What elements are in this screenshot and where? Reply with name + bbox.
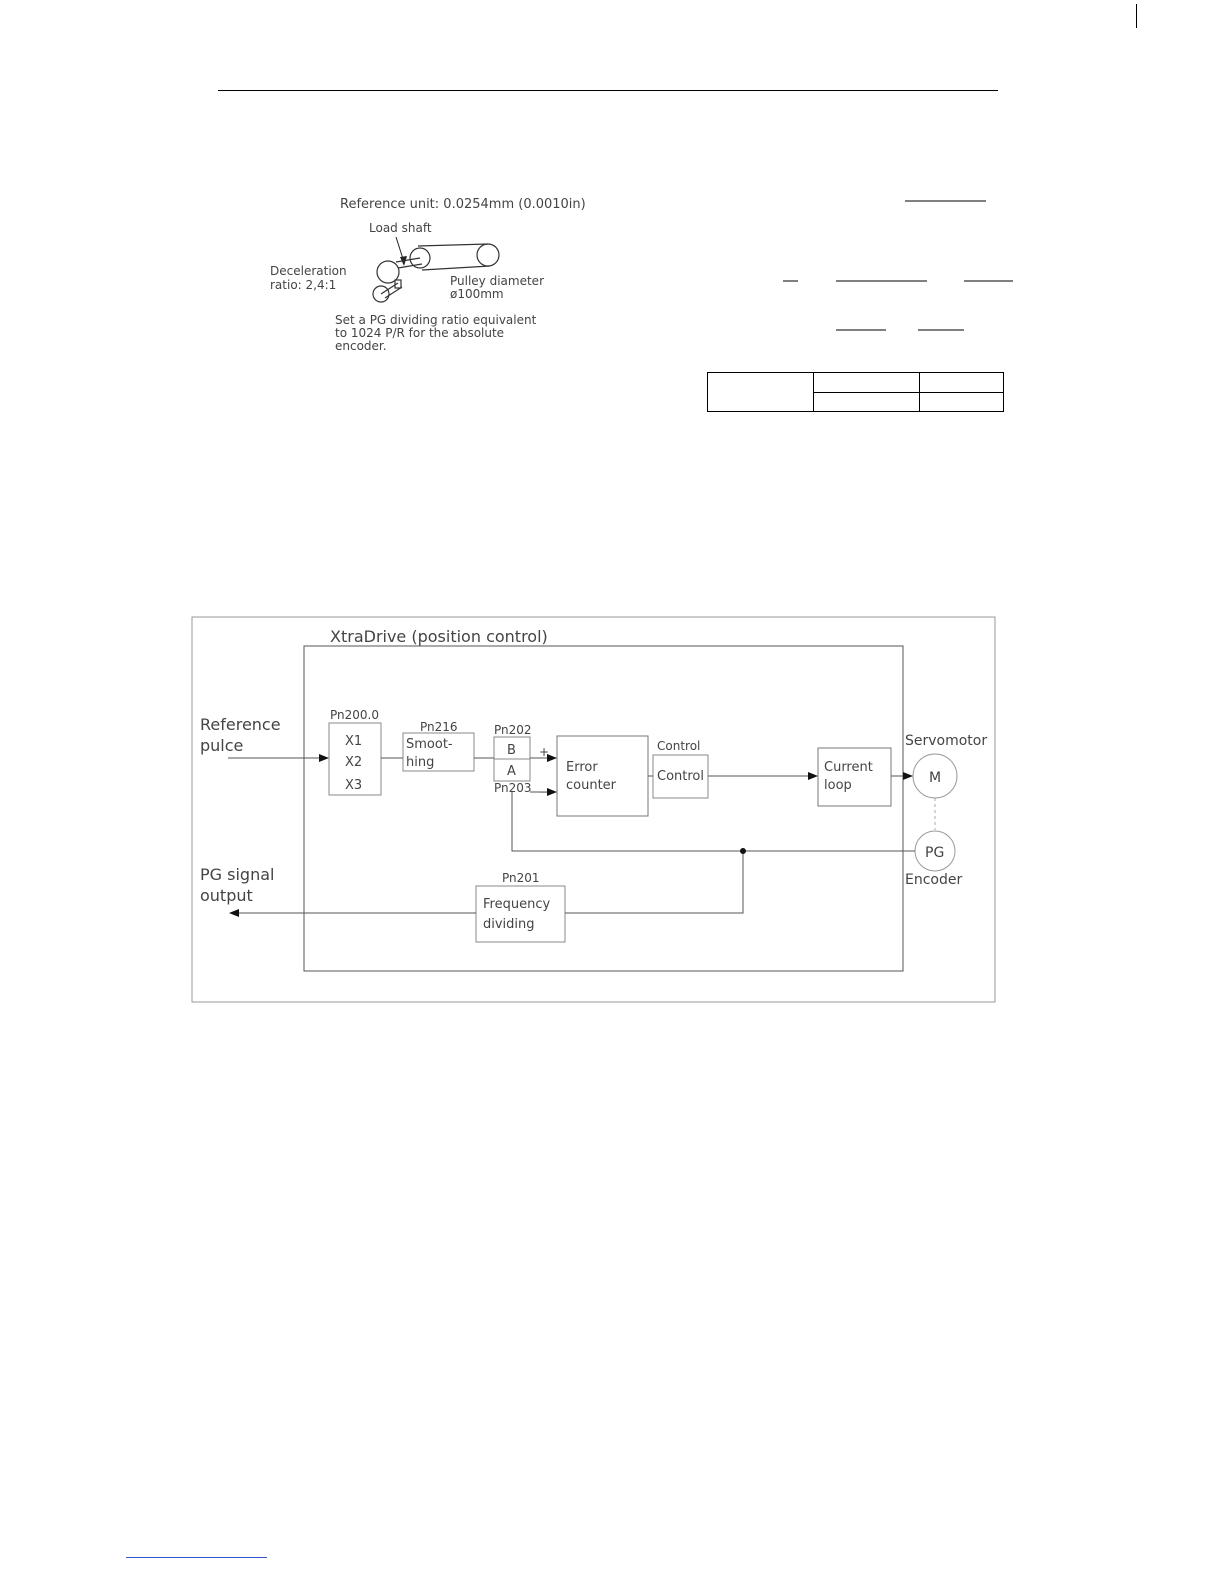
servomotor-label: Servomotor (905, 733, 988, 749)
servomotor-circle (913, 754, 957, 798)
reference-unit-text: Reference unit: 0.0254mm (0.0010in) (340, 197, 586, 212)
control-block (653, 755, 708, 798)
deceleration-label: Deceleration (270, 264, 347, 278)
pg-signal-output-label: PG signal (200, 865, 275, 884)
smoothing-block (403, 733, 474, 771)
x1-label: X1 (345, 734, 363, 749)
diagram-outer-frame (192, 617, 995, 1002)
error-counter-label: Error (566, 760, 598, 775)
pg-encoder-circle (915, 831, 955, 871)
pn202-label: Pn202 (494, 723, 532, 737)
pn201-label: Pn201 (502, 871, 540, 885)
note-line-3: encoder. (335, 339, 387, 353)
pn216-label: Pn216 (420, 720, 458, 734)
load-shaft-label: Load shaft (369, 221, 432, 235)
error-counter-block (557, 736, 648, 816)
minus-sign: − (539, 785, 550, 799)
table-cell (814, 373, 920, 393)
pg-signal-output-label-2: output (200, 886, 253, 905)
current-loop-block (818, 748, 891, 806)
pg-label: PG (925, 845, 945, 861)
plus-sign: + (539, 745, 550, 759)
error-counter-label-2: counter (566, 778, 617, 793)
frequency-dividing-label: Frequency (483, 897, 551, 912)
reference-pulse-label-2: pulce (200, 736, 244, 755)
gear-b-label: B (507, 743, 516, 758)
pn200-label: Pn200.0 (330, 708, 379, 722)
motor-label: M (929, 770, 942, 786)
frequency-dividing-block (476, 886, 565, 942)
reference-pulse-label: Reference (200, 715, 281, 734)
multiplier-block (329, 723, 381, 795)
x3-label: X3 (345, 778, 363, 793)
smoothing-label: Smoot- (406, 737, 453, 752)
gear-a-label: A (507, 764, 516, 779)
x2-label: X2 (345, 755, 363, 770)
table-cell (708, 373, 814, 412)
table-cell (814, 392, 920, 412)
electronic-gear-block (494, 737, 530, 781)
belt-pulley-drawing (396, 244, 499, 270)
xtradrive-box (304, 646, 903, 971)
smoothing-label-2: hing (406, 755, 435, 770)
pulley-label: Pulley diameter (450, 274, 544, 288)
mechanism-figure (0, 0, 1224, 420)
signal-lines (228, 758, 915, 913)
note-line-1: Set a PG dividing ratio equivalent (335, 313, 537, 327)
gear-drawing (373, 261, 402, 302)
formula-rules (783, 201, 1013, 330)
frequency-dividing-label-2: dividing (483, 917, 535, 932)
parameter-table (707, 372, 1004, 412)
table-cell (920, 373, 1004, 393)
table-cell (920, 392, 1004, 412)
encoder-label: Encoder (905, 872, 963, 888)
current-loop-label: Current (824, 760, 873, 775)
note-line-2: to 1024 P/R for the absolute (335, 326, 505, 340)
current-loop-label-2: loop (824, 778, 852, 793)
xtradrive-title: XtraDrive (position control) (330, 627, 548, 646)
pn203-label: Pn203 (494, 781, 532, 795)
control-caption: Control (657, 739, 701, 753)
junction-dot (740, 848, 746, 854)
deceleration-ratio-label: ratio: 2,4:1 (270, 278, 337, 292)
footer-link-underline (126, 1557, 267, 1558)
control-label: Control (657, 769, 704, 784)
pulley-diameter-label: ø100mm (450, 287, 504, 301)
